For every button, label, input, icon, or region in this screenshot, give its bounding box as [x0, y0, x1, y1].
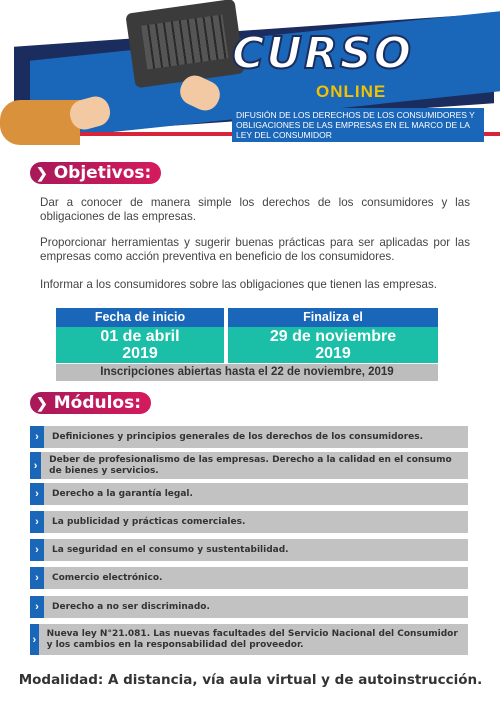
modulos-title: Módulos: — [53, 393, 142, 413]
start-date-year: 2019 — [122, 345, 158, 362]
chevron-right-icon: ❯ — [36, 164, 48, 181]
chevron-right-icon: › — [30, 452, 41, 479]
online-tag: ONLINE — [316, 82, 387, 101]
start-date-label: Fecha de inicio — [56, 308, 224, 327]
module-label: Nueva ley N°21.081. Las nuevas facultades del Servicio Nacional del Consumidor y los cambios en la responsabilidad del proveedor. — [46, 628, 458, 650]
header-banner — [0, 0, 501, 150]
module-item — [30, 483, 468, 505]
start-date-day: 01 de abril — [100, 328, 180, 345]
module-item — [30, 539, 468, 561]
chevron-right-icon: › — [30, 483, 44, 505]
objetivos-heading — [30, 162, 161, 184]
chevron-right-icon: › — [30, 624, 39, 655]
objetivo-item: Informar a los consumidores sobre las obligaciones que tienen las empresas. — [40, 278, 437, 291]
modality-footer: Modalidad: A distancia, vía aula virtual y de autoinstrucción. — [18, 672, 483, 688]
end-date-value — [228, 327, 438, 363]
module-item — [30, 452, 468, 479]
objetivo-item: Dar a conocer de manera simple los derechos de los consumidores y las obligaciones de las empresas. — [40, 196, 470, 223]
end-date-box — [228, 308, 438, 364]
module-label: Derecho a la garantía legal. — [52, 488, 193, 499]
module-item — [30, 624, 468, 655]
module-item — [30, 426, 468, 448]
start-date-box — [56, 308, 224, 364]
end-date-label: Finaliza el — [228, 308, 438, 327]
module-item — [30, 567, 468, 589]
module-label: La seguridad en el consumo y sustentabilidad. — [52, 544, 289, 555]
end-date-day: 29 de noviembre — [269, 328, 397, 345]
module-label: Derecho a no ser discriminado. — [52, 601, 210, 612]
module-item — [30, 511, 468, 533]
objetivos-title: Objetivos: — [53, 163, 152, 183]
chevron-right-icon: ❯ — [36, 394, 48, 411]
chevron-right-icon: › — [30, 539, 44, 561]
chevron-right-icon: › — [30, 426, 44, 448]
chevron-right-icon: › — [30, 511, 44, 533]
module-label: Comercio electrónico. — [52, 572, 163, 583]
modulos-heading — [30, 392, 151, 414]
start-date-value — [56, 327, 224, 363]
module-label: La publicidad y prácticas comerciales. — [52, 516, 246, 527]
end-date-year: 2019 — [315, 345, 351, 362]
chevron-right-icon: › — [30, 596, 44, 618]
course-title-block — [226, 28, 474, 112]
registration-deadline: Inscripciones abiertas hasta el 22 de noviembre, 2019 — [56, 364, 438, 381]
module-item — [30, 596, 468, 618]
module-label: Deber de profesionalismo de las empresas. Derecho a la calidad en el consumo de bienes y servicios. — [49, 454, 452, 476]
arm-illustration — [0, 100, 80, 145]
course-subtitle: DIFUSIÓN DE LOS DERECHOS DE LOS CONSUMIDORES Y OBLIGACIONES DE LAS EMPRESAS EN EL MARCO DE LA LEY DEL CONSUMIDOR — [232, 108, 484, 142]
module-label: Definiciones y principios generales de los derechos de los consumidores. — [52, 431, 424, 442]
course-title: CURSO — [232, 28, 413, 79]
chevron-right-icon: › — [30, 567, 44, 589]
objetivo-item: Proporcionar herramientas y sugerir buenas prácticas para ser aplicadas por las empresas como acción preventiva en beneficio de los consumidores. — [40, 236, 470, 263]
